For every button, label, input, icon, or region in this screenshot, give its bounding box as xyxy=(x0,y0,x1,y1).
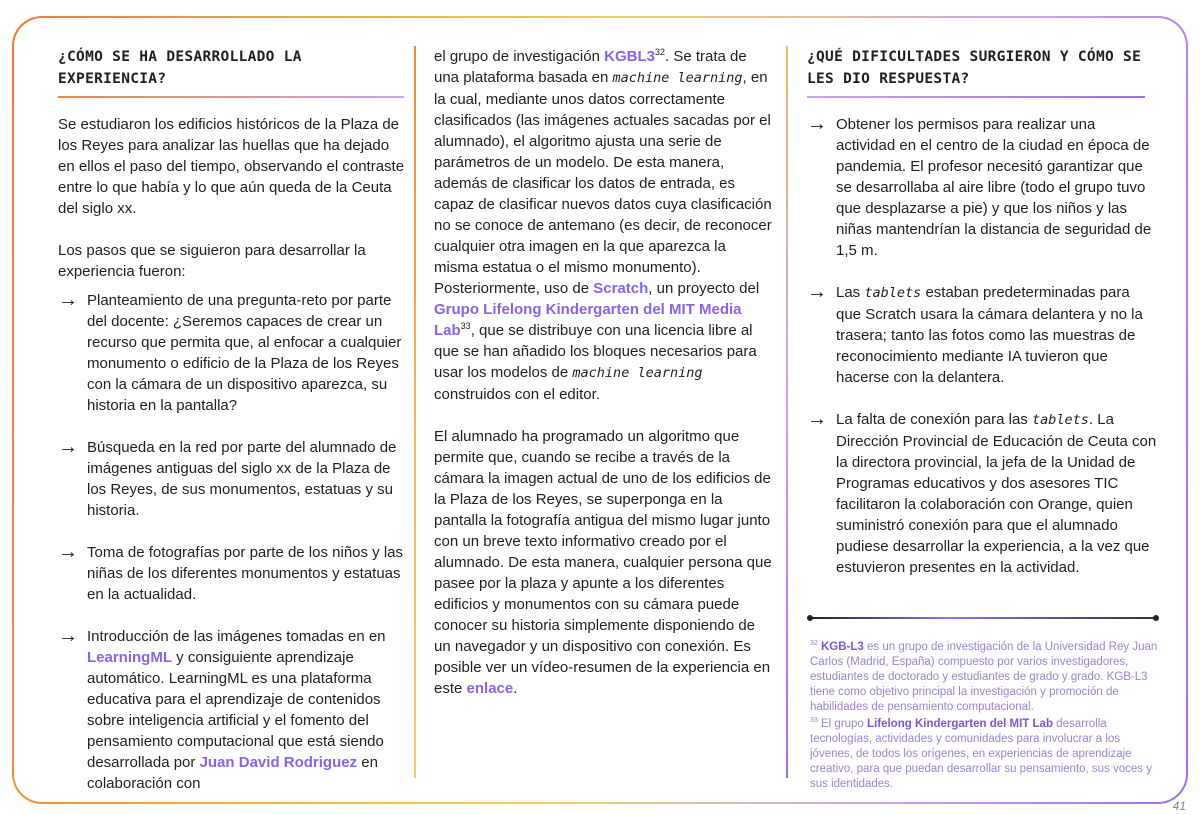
footnote-32: $^{32}$ KGB-L3 es un grupo de investigación de la Universidad Rey Juan Carlos (Madrid, España) compuesto por varios investigadores, estudiantes de doctorado y estudiantes de grado y grado. KGB-L3 tiene como objetivo principal la investigación y promoción de habilidades de pensamiento computacional. xyxy=(810,640,1158,713)
column-left xyxy=(58,44,406,815)
learningml-link[interactable]: LearningML xyxy=(87,648,172,666)
lifelong-kindergarten-link[interactable]: Grupo Lifelong Kindergarten del MIT Media Lab xyxy=(434,301,742,339)
arrow-right-icon: → xyxy=(58,435,78,458)
intro-paragraph: Se estudiaron los edificios históricos de la Plaza de los Reyes para analizar las huellas que ha dejado en ellos el paso del tiempo, observando el contraste entre lo que había y lo que aún queda de la Ceuta del siglo xx. xyxy=(58,115,405,217)
footnote-ref-32[interactable]: 32 xyxy=(654,47,665,57)
arrow-right-icon: → xyxy=(807,112,827,135)
juan-david-rodriguez-link[interactable]: Juan David Rodriguez xyxy=(199,753,358,771)
steps-intro: Los pasos que se siguieron para desarrollar la experiencia fueron: xyxy=(58,241,366,280)
list-item: → Las tablets estaban predeterminadas para que Scratch usara la cámara delantera y no la trasera; tanto las fotos como las muestras de reconocimiento mediante IA tuvieron que hacerse con la delantera. xyxy=(807,280,1143,386)
section-heading-development: ¿CÓMO SE HA DESARROLLADO LA EXPERIENCIA? xyxy=(58,49,302,87)
list-item: → Introducción de las imágenes tomadas en en LearningML y consiguiente aprendizaje automático. LearningML es una plataforma educativa para el aprendizaje de contenidos sobre inteligencia artificial y el fomento del pensamiento computacional que está siendo desarrollada por Juan David Rodriguez en colaboración con xyxy=(58,624,386,792)
arrow-right-icon: → xyxy=(58,540,78,563)
scratch-link[interactable]: Scratch xyxy=(593,280,649,297)
middle-paragraph-2: El alumnado ha programado un algoritmo que permite que, cuando se recibe a través de la cámara la imagen actual de uno de los edificios de la Plaza de los Reyes, se superponga en la pantalla la fotografía antigua del mismo lugar junto con un breve texto informativo creado por el alumnado. De esta manera, cualquier persona que pasee por la plaza y apunte a los diferentes edificios y monumentos con su cámara puede conocer su historia simplemente disponiendo de un navegador y un dispositivo con conexión. Es posible ver un vídeo-resumen de la experiencia en este enlace. xyxy=(434,428,772,697)
footnote-33: $^{33}$ El grupo Lifelong Kindergarten del MIT Lab desarrolla tecnologías, actividades y comunidades para involucrar a los jóvenes, de todos los orígenes, en experiencias de aprendizaje creativo, para que puedan desarrollar su pensamiento, sus voces y sus identidades. xyxy=(810,717,1153,790)
heading-underline xyxy=(807,96,1145,98)
list-item: → Toma de fotografías por parte de los niños y las niñas de los diferentes monumentos y estatuas en la actualidad. xyxy=(58,540,404,603)
list-item: → Obtener los permisos para realizar una actividad en el centro de la ciudad en época de pandemia. El profesor necesitó garantizar que se desarrollaba al aire libre (todo el grupo tuvo que desplazarse a pie) y que los niños y las niñas mantendrían la distancia de seguridad de 1,5 m. xyxy=(807,112,1152,259)
section-heading-difficulties: ¿QUÉ DIFICULTADES SURGIERON Y CÓMO SE LES DIO RESPUESTA? xyxy=(807,49,1142,87)
kgbl3-link[interactable]: KGBL3 xyxy=(604,48,655,65)
footnote-divider xyxy=(810,617,1156,619)
page-number: 41 xyxy=(1172,799,1186,813)
column-divider-right xyxy=(786,46,788,778)
arrow-right-icon: → xyxy=(807,280,827,303)
column-right xyxy=(807,44,1157,599)
divider-dot xyxy=(1153,615,1159,621)
list-item: → La falta de conexión para las tablets. La Dirección Provincial de Educación de Ceuta con la directora provincial, la jefa de la Unidad de Programas educativos y dos asesores TIC facilitaron la colaboración con Orange, quien suministró conexión para que el alumnado pudiese desarrollar la experiencia, a la vez que estuvieron presentes en la actividad. xyxy=(807,407,1157,576)
arrow-right-icon: → xyxy=(58,288,78,311)
enlace-link[interactable]: enlace xyxy=(466,680,514,697)
footnote-ref-33[interactable]: 33 xyxy=(460,321,471,331)
middle-paragraph-1: el grupo de investigación $KGBL3^{32}$. Se trata de una plataforma basada en machine learning, en la cual, mediante unos datos correctamente clasificados (las imágenes actuales sacadas por el alumnado), el algoritmo ajusta una serie de parámetros de un modelo. De esta manera, además de clasificar los datos de entrada, es capaz de clasificar nuevos datos cuya clasificación no se conoce de antemano (es decir, de reconocer cualquier otra imagen en la que aparezca la misma estatua o el mismo monumento). Posteriormente, uso de Scratch, un proyecto del Grupo Lifelong Kindergarten del MIT Media Lab$^{33}$, que se distribuye con una licencia libre al que se han añadido los bloques necesarios para usar los modelos de machine learning construidos con el editor. xyxy=(434,47,772,403)
divider-dot xyxy=(807,615,813,621)
heading-underline xyxy=(58,96,404,98)
column-divider-left xyxy=(414,46,416,778)
arrow-right-icon: → xyxy=(807,407,827,430)
list-item: → Planteamiento de una pregunta-reto por parte del docente: ¿Seremos capaces de crear un recurso que permita que, al enfocar a cualquier monumento o edificio de la Plaza de los Reyes con la cámara de un dispositivo aparezca, su historia en la pantalla? xyxy=(58,288,402,414)
arrow-right-icon: → xyxy=(58,624,78,647)
list-item: → Búsqueda en la red por parte del alumnado de imágenes antiguas del siglo xx de la Plaza de los Reyes, de sus monumentos, estatuas y su historia. xyxy=(58,435,397,519)
column-middle xyxy=(434,46,774,699)
